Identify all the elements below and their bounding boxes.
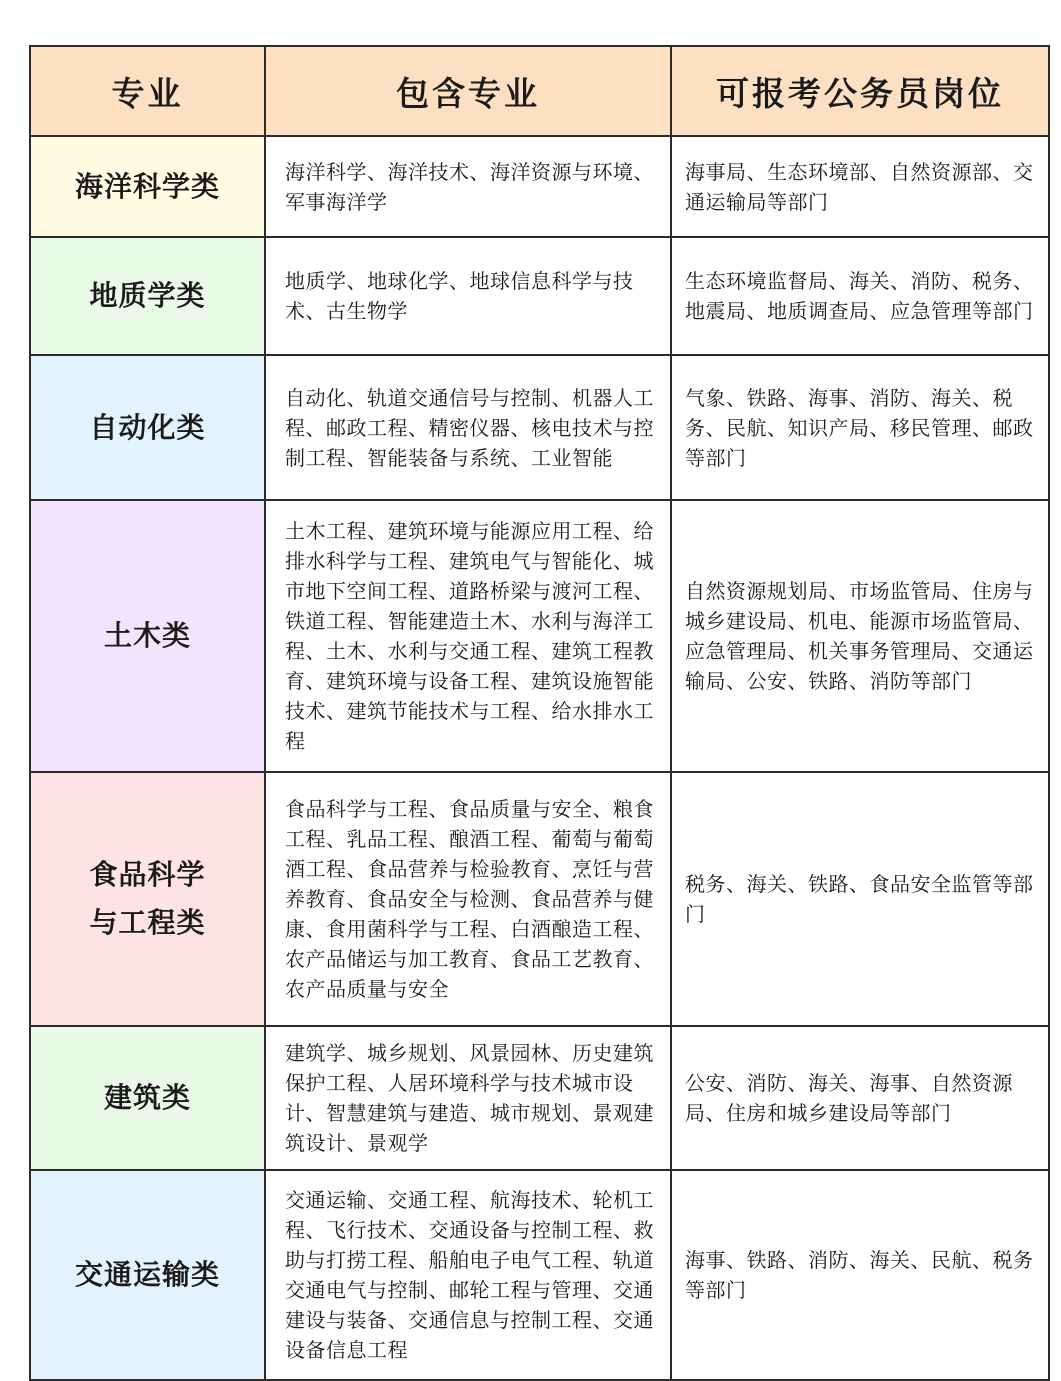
table-row: [30, 355, 1049, 500]
header-civil-service-positions: 可报考公务员岗位: [671, 46, 1049, 136]
included-majors-cell: 建筑学、城乡规划、风景园林、历史建筑保护工程、人居环境科学与技术城市设计、智慧建筑与建造、城市规划、景观建筑设计、景观学: [265, 1026, 671, 1170]
positions-cell: 海事局、生态环境部、自然资源部、交通运输局等部门: [671, 136, 1049, 237]
category-cell: 自动化类: [30, 355, 265, 500]
category-cell: 交通运输类: [30, 1170, 265, 1380]
category-cell: 地质学类: [30, 237, 265, 355]
included-majors-cell: 海洋科学、海洋技术、海洋资源与环境、军事海洋学: [265, 136, 671, 237]
category-label: 食品科学与工程类: [89, 858, 206, 939]
header-included-majors: 包含专业: [265, 46, 671, 136]
table-row: [30, 772, 1049, 1026]
category-cell: 建筑类: [30, 1026, 265, 1170]
included-majors-cell: 地质学、地球化学、地球信息科学与技术、古生物学: [265, 237, 671, 355]
table-header-row: [30, 46, 1049, 136]
category-cell: 土木类: [30, 500, 265, 772]
table-row: [30, 1026, 1049, 1170]
table-row: [30, 237, 1049, 355]
positions-cell: 海事、铁路、消防、海关、民航、税务等部门: [671, 1170, 1049, 1380]
table-row: [30, 1170, 1049, 1380]
category-cell: 海洋科学类: [30, 136, 265, 237]
positions-cell: 自然资源规划局、市场监管局、住房与城乡建设局、机电、能源市场监管局、应急管理局、机关事务管理局、交通运输局、公安、铁路、消防等部门: [671, 500, 1049, 772]
table-row: [30, 136, 1049, 237]
positions-cell: 生态环境监督局、海关、消防、税务、地震局、地质调查局、应急管理等部门: [671, 237, 1049, 355]
category-cell: [30, 772, 265, 1026]
included-majors-cell: 交通运输、交通工程、航海技术、轮机工程、飞行技术、交通设备与控制工程、救助与打捞工程、船舶电子电气工程、轨道交通电气与控制、邮轮工程与管理、交通建设与装备、交通信息与控制工程、交通设备信息工程: [265, 1170, 671, 1380]
positions-cell: 公安、消防、海关、海事、自然资源局、住房和城乡建设局等部门: [671, 1026, 1049, 1170]
table-row: [30, 500, 1049, 772]
header-major: 专业: [30, 46, 265, 136]
majors-table: [29, 45, 1050, 1381]
positions-cell: 税务、海关、铁路、食品安全监管等部门: [671, 772, 1049, 1026]
included-majors-cell: 自动化、轨道交通信号与控制、机器人工程、邮政工程、精密仪器、核电技术与控制工程、智能装备与系统、工业智能: [265, 355, 671, 500]
included-majors-cell: 食品科学与工程、食品质量与安全、粮食工程、乳品工程、酿酒工程、葡萄与葡萄酒工程、食品营养与检验教育、烹饪与营养教育、食品安全与检测、食品营养与健康、食用菌科学与工程、白酒酿造工程、农产品储运与加工教育、食品工艺教育、农产品质量与安全: [265, 772, 671, 1026]
positions-cell: 气象、铁路、海事、消防、海关、税务、民航、知识产局、移民管理、邮政等部门: [671, 355, 1049, 500]
included-majors-cell: 土木工程、建筑环境与能源应用工程、给排水科学与工程、建筑电气与智能化、城市地下空间工程、道路桥梁与渡河工程、铁道工程、智能建造土木、水利与海洋工程、土木、水利与交通工程、建筑工程教育、建筑环境与设备工程、建筑设施智能技术、建筑节能技术与工程、给水排水工程: [265, 500, 671, 772]
